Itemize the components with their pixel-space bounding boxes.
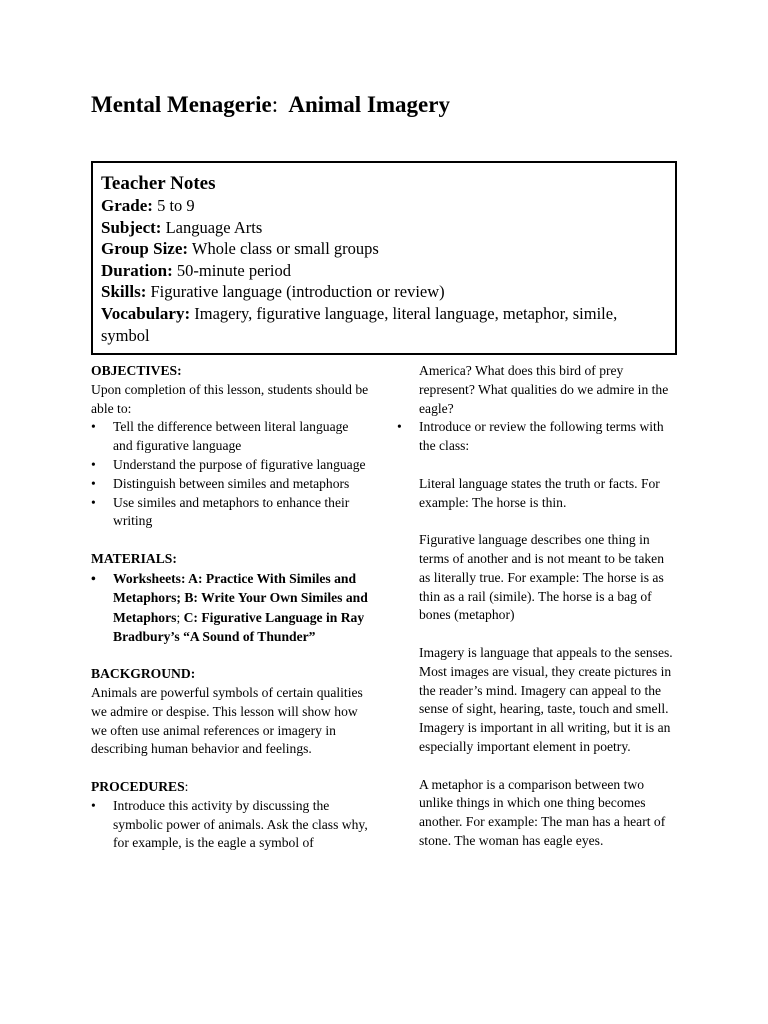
teacher-notes-heading: Teacher Notes xyxy=(101,173,216,194)
skills-label: Skills: xyxy=(101,282,147,302)
procedures-continued: America? What does this bird of prey represent? What qualities do we admire in the eagle? xyxy=(419,363,669,416)
objectives-heading: OBJECTIVES: xyxy=(91,363,182,378)
materials-part1: Worksheets: A: Practice With Similes and Metaphors; B: Write Your Own Similes and Metaphors xyxy=(113,570,368,625)
title-colon: : xyxy=(271,92,279,117)
objectives-intro: Upon completion of this lesson, students should be able to: xyxy=(91,381,369,416)
background-text: Animals are powerful symbols of certain qualities we admire or despise. This lesson will show how we often use animal references or imagery in describing human behavior and feelings. xyxy=(91,684,363,757)
page-title xyxy=(91,92,450,118)
list-item: • Tell the difference between literal language and figurative language xyxy=(91,418,371,456)
list-item: • Introduce this activity by discussing the symbolic power of animals. Ask the class why, for example, is the eagle a symbol of xyxy=(91,797,371,853)
procedures-colon: : xyxy=(184,778,189,794)
group-size-label: Group Size: xyxy=(101,239,189,259)
objectives-list xyxy=(91,418,371,531)
materials-part2: C: Figurative Language in Ray Bradbury’s “A Sound of Thunder” xyxy=(113,609,365,644)
literal-language-definition: Literal language states the truth or facts. For example: The horse is thin. xyxy=(419,475,660,510)
list-item: • Use similes and metaphors to enhance their writing xyxy=(91,494,371,532)
list-item: • Understand the purpose of figurative language xyxy=(91,456,371,475)
title-main: Mental Menagerie xyxy=(91,92,272,117)
teacher-notes-box xyxy=(91,161,677,355)
procedures-list-continued xyxy=(419,418,675,456)
figurative-language-definition: Figurative language describes one thing in terms of another and is not meant to be taken as literally true. For example: The horse is as thin as a rail (simile). The horse is a bag of bones (metaphor) xyxy=(419,532,664,623)
skills-row xyxy=(101,281,667,303)
grade-label: Grade: xyxy=(101,196,153,215)
list-item xyxy=(91,569,371,647)
vocabulary-value: Imagery, figurative language, literal language, metaphor, simile, symbol xyxy=(101,303,618,345)
vocabulary-label: Vocabulary: xyxy=(101,303,191,323)
left-column xyxy=(91,362,371,853)
procedures-heading: PROCEDURES xyxy=(91,778,185,794)
subject-value: Language Arts xyxy=(165,217,263,237)
materials-heading: MATERIALS: xyxy=(91,550,177,566)
procedures-list xyxy=(91,797,371,853)
metaphor-definition: A metaphor is a comparison between two unlike things in which one thing becomes another. For example: The man has a heart of stone. The woman has eagle eyes. xyxy=(419,776,666,848)
group-size-row xyxy=(101,238,667,260)
title-sub: Animal Imagery xyxy=(288,92,450,117)
grade-row xyxy=(101,195,667,217)
background-heading: BACKGROUND: xyxy=(91,666,196,682)
imagery-definition: Imagery is language that appeals to the senses. Most images are visual, they create pictures in the reader’s mind. Imagery can appeal to the sense of sight, hearing, taste, touch and smell. Imagery is important in all writing, but it is an especially important element in poetry. xyxy=(419,644,673,754)
duration-row xyxy=(101,260,667,282)
skills-value: Figurative language (introduction or review) xyxy=(150,282,445,302)
procedures-heading-line xyxy=(91,778,371,797)
list-item: • Distinguish between similes and metaphors xyxy=(91,475,371,494)
grade-value: 5 to 9 xyxy=(157,196,195,215)
subject-row xyxy=(101,217,667,239)
materials-separator: ; xyxy=(176,609,181,625)
group-size-value: Whole class or small groups xyxy=(191,239,379,259)
right-column xyxy=(419,362,675,851)
list-item: • Introduce or review the following terms with the class: xyxy=(397,418,675,456)
subject-label: Subject: xyxy=(101,217,162,237)
duration-label: Duration: xyxy=(101,260,173,280)
materials-list xyxy=(91,569,371,647)
vocabulary-row xyxy=(101,303,667,346)
duration-value: 50-minute period xyxy=(176,260,292,280)
